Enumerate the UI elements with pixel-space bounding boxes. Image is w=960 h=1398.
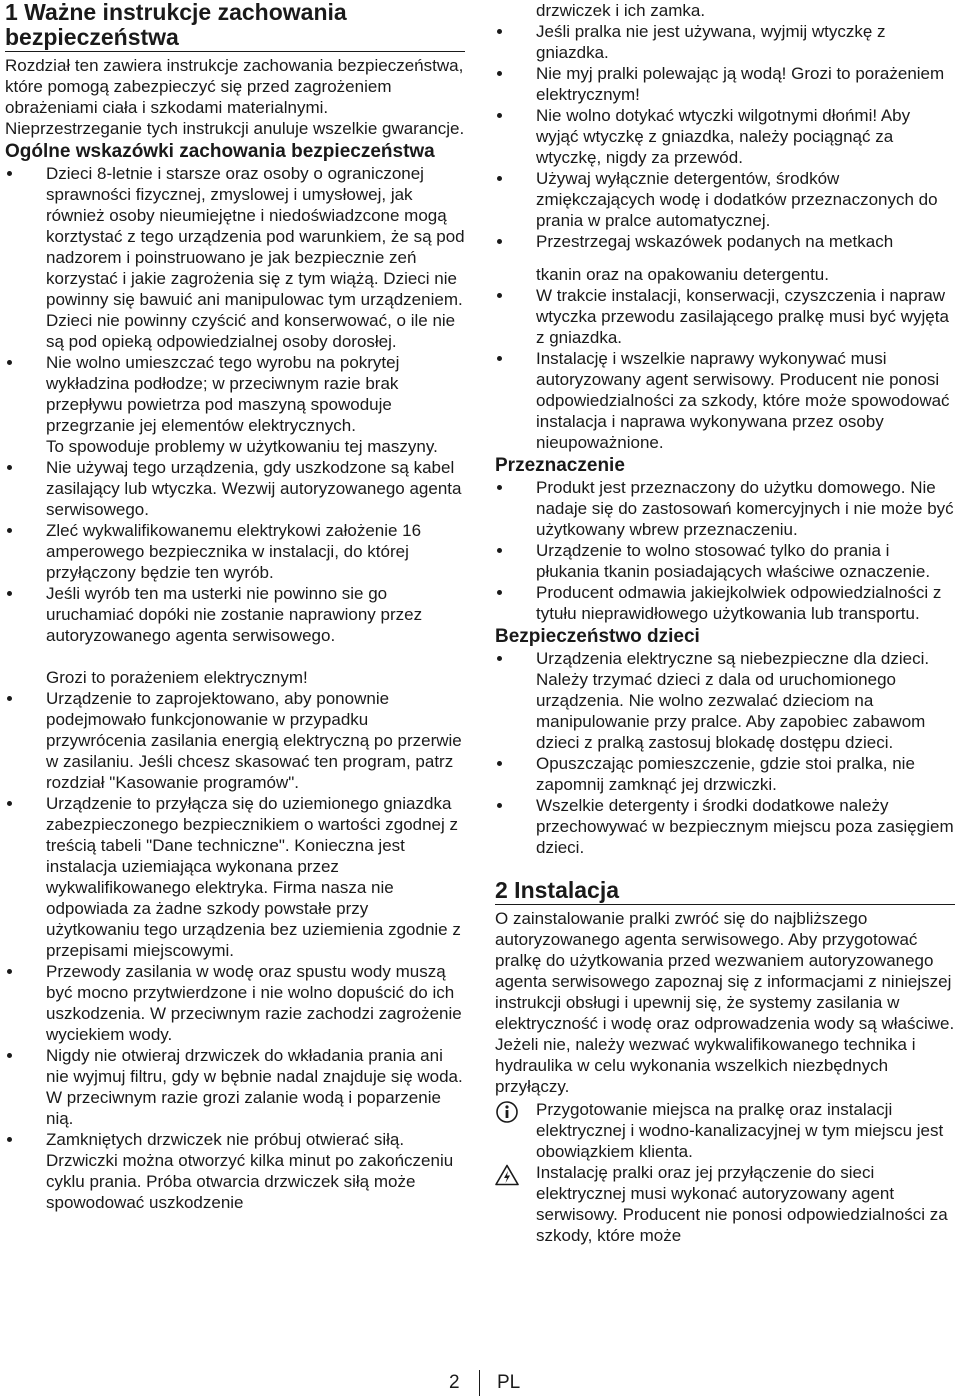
list-item: Opuszczając pomieszczenie, gdzie stoi pralka, nie zapomnij zamknąć jej drzwiczki. <box>495 753 955 795</box>
section-1-title: 1 Ważne instrukcje zachowania bezpieczeństwa <box>5 0 347 50</box>
list-item: Przewody zasilania w wodę oraz spustu wody muszą być mocno przytwierdzone i nie wolno dopuścić do ich uszkodzenia. W przeciwnym razie zachodzi zagrożenie wyciekiem wody. <box>5 961 465 1045</box>
section-2-heading <box>495 878 955 905</box>
general-safety-title: Ogólne wskazówki zachowania bezpieczeństwa <box>5 141 435 162</box>
list-item: Przestrzegaj wskazówek podanych na metkach <box>495 231 955 252</box>
general-safety-list-3 <box>5 688 465 1213</box>
continued-text: drzwiczek i ich zamka. <box>536 1 706 20</box>
purpose-title: Przeznaczenie <box>495 455 625 476</box>
section-2-title: 2 Instalacja <box>495 877 620 903</box>
info-note-text: Przygotowanie miejsca na pralkę oraz instalacji elektrycznej i wodno-kanalizacyjnej w tym miejscu jest obowiązkiem klienta. <box>536 1100 944 1161</box>
list-item-continuation: tkanin oraz na opakowaniu detergentu. <box>536 265 829 284</box>
list-item: Urządzenie to zaprojektowano, aby ponownie podejmowało funkcjonowanie w przypadku przywrócenia zasilania energią elektryczną po przerwie w zasilaniu. Jeśli chcesz skasować ten program, patrz rozdział "Kasowanie programów". <box>5 688 465 793</box>
list-item: Wszelkie detergenty i środki dodatkowe należy przechowywać w bezpiecznym miejscu poza zasięgiem dzieci. <box>495 795 955 858</box>
left-column <box>5 0 465 1213</box>
list-item: Zleć wykwalifikowanemu elektrykowi założenie 16 amperowego bezpiecznika w instalacji, do której przyłączony będzie ten wyrób. <box>5 520 465 583</box>
general-safety-list <box>5 163 465 436</box>
safety-list-continued <box>495 21 955 252</box>
list-item: Urządzenie to wolno stosować tylko do prania i płukania tkanin posiadających właściwe oznaczenie. <box>495 540 955 582</box>
list-item: Urządzenie to przyłącza się do uziemionego gniazdka zabezpieczonego bezpiecznikiem o wartości zgodnej z treścią tabeli "Dane techniczne". Konieczna jest instalacja uziemiająca wykonana przez wykwalifikowanego elektryka. Firma nasza nie odpowiada za żadne szkody powstałe przy użytkowaniu tego urządzenia bez uziemienia zgodnie z przepisami miejscowymi. <box>5 793 465 961</box>
list-item: Instalację i wszelkie naprawy wykonywać musi autoryzowany agent serwisowy. Producent nie ponosi odpowiedzialności za szkody, które może spowodować instalacja i naprawa wykonywana przez osoby nieupoważnione. <box>495 348 955 453</box>
language-code: PL <box>497 1372 521 1393</box>
list-item: Nie wolno umieszczać tego wyrobu na pokrytej wykładzina podłodze; w przeciwnym razie brak przepływu powietrza pod maszyną spowoduje przegrzanie jej elementów elektrycznych. <box>5 352 465 436</box>
list-item: Nigdy nie otwieraj drzwiczek do wkładania prania ani nie wyjmuj filtru, gdy w bębnie nadal znajduje się woda. W przeciwnym razie grozi zalanie wodą i poparzenie nią. <box>5 1045 465 1129</box>
general-safety-list-2 <box>5 457 465 646</box>
list-item: Jeśli wyrób ten ma usterki nie powinno sie go uruchamiać dopóki nie zostanie naprawiony przez autoryzowanego agenta serwisowego. <box>5 583 465 646</box>
intro-paragraph: Rozdział ten zawiera instrukcje zachowania bezpieczeństwa, które pomogą zabezpieczyć się przed zagrożeniem obrażeniami ciała i szkodami materialnymi. Nieprzestrzeganie tych instrukcji anuluje wszelkie gwarancje. <box>5 56 465 138</box>
list-item: Nie myj pralki polewając ją wodą! Grozi to porażeniem elektrycznym! <box>495 63 955 105</box>
info-note <box>495 1099 955 1162</box>
list-item: Produkt jest przeznaczony do użytku domowego. Nie nadaje się do zastosowań komercyjnych i nie może być użytkowany wbrew przeznaczeniu. <box>495 477 955 540</box>
list-item: Producent odmawia jakiejkolwiek odpowiedzialności z tytułu nieprawidłowego użytkowania lub transportu. <box>495 582 955 624</box>
safety-list-continued-2 <box>495 285 955 453</box>
electric-warning-icon <box>495 1164 519 1186</box>
list-item: Używaj wyłącznie detergentów, środków zmiękczających wodę i dodatków przeznaczonych do prania w pralce automatycznej. <box>495 168 955 231</box>
list-item: Jeśli pralka nie jest używana, wyjmij wtyczkę z gniazdka. <box>495 21 955 63</box>
child-safety-list <box>495 648 955 858</box>
list-item: Nie wolno dotykać wtyczki wilgotnymi dłońmi! Aby wyjąć wtyczkę z gniazdka, należy pociągnąć za wtyczkę, nigdy za przewód. <box>495 105 955 168</box>
shock-warning-text: Grozi to porażeniem elektrycznym! <box>46 668 308 687</box>
list-item: Nie używaj tego urządzenia, gdy uszkodzone są kabel zasilający lub wtyczka. Wezwij autoryzowanego agenta serwisowego. <box>5 457 465 520</box>
list-item: Zamkniętych drzwiczek nie próbuj otwierać siłą. Drzwiczki można otworzyć kilka minut po zakończeniu cyklu prania. Próba otwarcia drzwiczek siłą może spowodować uszkodzenie <box>5 1129 465 1213</box>
purpose-list <box>495 477 955 624</box>
list-item-continuation: To spowoduje problemy w użytkowaniu tej maszyny. <box>46 437 438 456</box>
child-safety-title: Bezpieczeństwo dzieci <box>495 626 700 647</box>
section-1-heading <box>5 0 465 52</box>
warning-note-text: Instalację pralki oraz jej przyłączenie do sieci elektrycznej musi wykonać autoryzowany agent serwisowy. Producent nie ponosi odpowiedzialności za szkody, które może <box>536 1163 948 1245</box>
installation-paragraph: O zainstalowanie pralki zwróć się do najbliższego autoryzowanego agenta serwisowego. Aby przygotować pralkę do użytkowania przed wezwaniem autoryzowanego agenta serwisowego zapoznaj się z informacjami z niniejszej instrukcji obsługi i upewnij się, że systemy zasilania w elektryczność i wodę oraz odprowadzenia wody są właściwe. Jeżeli nie, należy wezwać wykwalifikowanego technika i hydraulika w celu wykonania wszelkich niezbędnych przyłączy. <box>495 909 955 1096</box>
page-footer <box>0 1370 960 1396</box>
info-icon <box>495 1101 519 1123</box>
warning-note <box>495 1162 955 1246</box>
page-number: 2 <box>449 1372 460 1393</box>
footer-divider <box>479 1370 480 1396</box>
list-item: Dzieci 8-letnie i starsze oraz osoby o ograniczonej sprawności fizycznej, zmyslowej i umysłowej, jak również osoby nieumiejętne i niedoświadzcone mogą korztystać z tego urządzenia pod warunkiem, że są pod nadzorem i poinstruowano je jak bezpiecznie zeń korzystać i jakie zagrożenia się z tym wiążą. Dzieci nie powinny się bawuić ani manipulowac tym urządzeniem. Dzieci nie powinny czyścić and konserwować, o ile nie są pod opieką odpowiedzialnej osoby dorosłej. <box>5 163 465 352</box>
right-column <box>495 0 955 1246</box>
list-item: Urządzenia elektryczne są niebezpieczne dla dzieci. Należy trzymać dzieci z dala od uruchomionego urządzenia. Nie wolno zezwalać dzieciom na manipulowanie przy pralce. Aby zapobiec zabawom dzieci z pralką zastosuj blokadę dostępu dzieci. <box>495 648 955 753</box>
list-item: W trakcie instalacji, konserwacji, czyszczenia i napraw wtyczka przewodu zasilającego pralkę musi być wyjęta z gniazdka. <box>495 285 955 348</box>
